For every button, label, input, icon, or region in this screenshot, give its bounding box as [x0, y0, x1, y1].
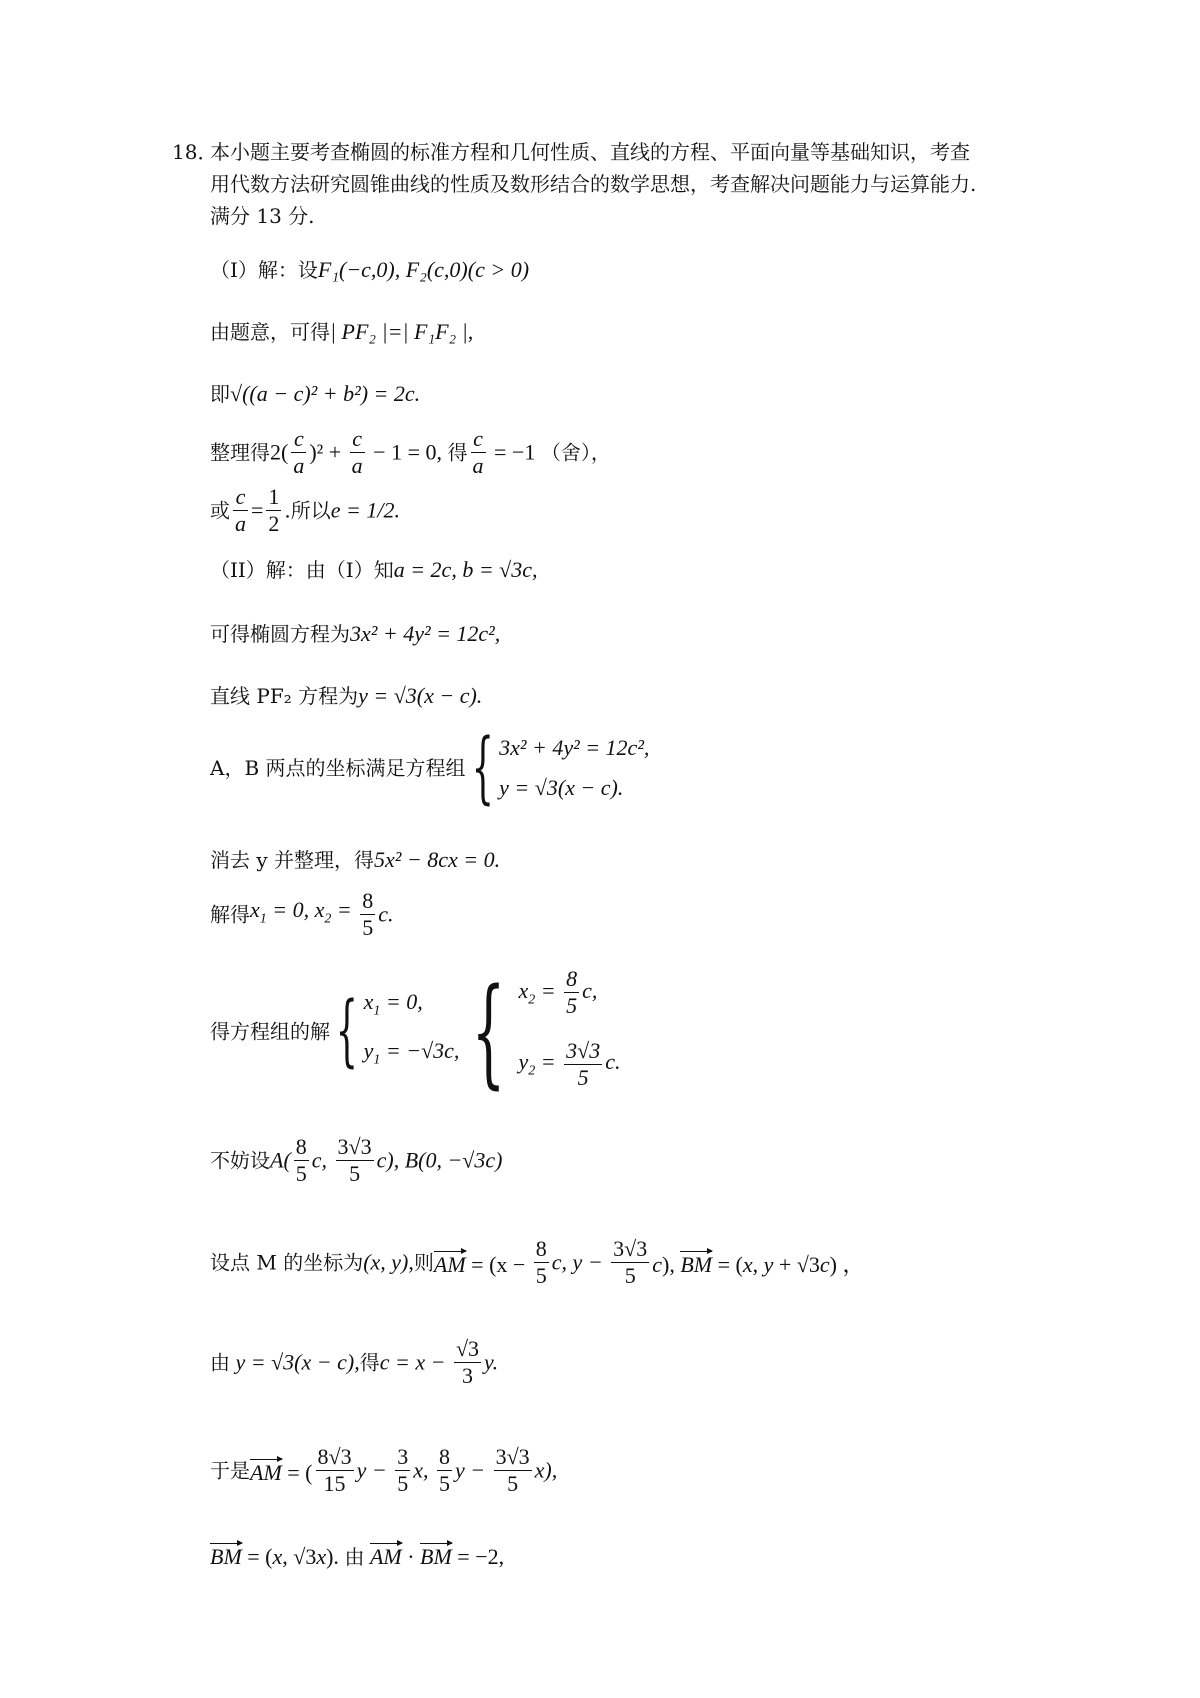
fraction-eight-fifths: $\frac{8}{5}$	[295, 1134, 307, 1186]
part1-line5-text: 或	[210, 498, 230, 523]
part1-line-3	[210, 382, 420, 406]
part1-line-4: 整理得2( $\frac{c}{a}$ )² + $\frac{c}{a}$ − 1 = 0, 得 $\frac{c}{a}$ = −1 （舍），	[210, 426, 611, 478]
part2-label: （II）解：由（I）知	[210, 558, 394, 582]
vector-bm: BM	[680, 1248, 712, 1277]
ab-relation: a = 2c, b = √3c,	[393, 557, 538, 582]
line-equation: y = √3(x − c).	[358, 683, 483, 708]
foci-expression: F₁(−c,0), F₂(c,0)(c > 0)	[317, 257, 530, 282]
point-m-then: 则	[413, 1250, 434, 1275]
fraction-c-over-a: $\frac{c}{a}$	[472, 426, 484, 478]
part2-from: 由 y = √3(x − c),得c = x − $\frac{√3}{3}$ y.	[210, 1336, 499, 1388]
fraction-c-over-a: $\frac{c}{a}$	[351, 426, 363, 478]
vector-bm: BM	[420, 1540, 452, 1569]
reject-note: （舍），	[540, 440, 611, 465]
part1-label: （I）解：设	[210, 258, 318, 282]
part2-line-3	[210, 684, 482, 708]
eliminate-text: 消去 y 并整理，得	[210, 848, 375, 872]
solution-2: $x_2$ = $\frac{8}{5}$ c, $y_2$ = $\frac{3√3}{5}$ c.	[518, 966, 621, 1090]
part2-line-1	[210, 558, 538, 582]
intro-line-2: 用代数方法研究圆锥曲线的性质及数形结合的数学思想，考查解决问题能力与运算能力.	[210, 172, 977, 196]
part2-last: BM = (x, √3x). 由 AM · BM = −2,	[210, 1540, 504, 1569]
vector-bm: BM	[210, 1540, 242, 1569]
fraction-3root3-fifths: $\frac{3√3}{5}$	[337, 1134, 372, 1186]
fraction-root3-thirds: $\frac{√3}{3}$	[455, 1336, 480, 1388]
vector-am: AM	[250, 1456, 282, 1485]
problem-number: 18．	[172, 140, 218, 164]
from-then: 得	[359, 1350, 380, 1375]
quadratic-equation: 5x² − 8cx = 0.	[374, 847, 501, 872]
part1-line-1	[210, 258, 529, 282]
system-text: A，B 两点的坐标满足方程组	[210, 756, 466, 780]
fraction-eight-fifths: $\frac{8}{5}$	[438, 1444, 450, 1496]
part2-line-2	[210, 622, 500, 646]
part1-line2-text: 由题意，可得	[210, 320, 330, 344]
fraction-8root3-fifteenths: $\frac{8√3}{15}$	[317, 1444, 352, 1496]
solution-text: 得方程组的解	[210, 1019, 330, 1044]
part2-line-eliminate	[210, 848, 500, 872]
part2-so: 于是AM = ( $\frac{8√3}{15}$ y − $\frac{3}{5}$ x, $\frac{8}{5}$ y − $\frac{3√3}{5}$ x),	[210, 1444, 558, 1496]
left-brace-icon: {	[472, 962, 506, 1101]
fraction-c-over-a: $\frac{c}{a}$	[293, 426, 305, 478]
fraction-eight-fifths: $\frac{8}{5}$	[362, 888, 374, 940]
ellipse-text: 可得椭圆方程为	[210, 622, 350, 646]
from-text: 由	[210, 1350, 230, 1375]
part1-line4-then: 得	[447, 440, 468, 465]
solution-1: $x_1 = 0$, $y_1 = -√3c$,	[363, 989, 460, 1068]
part2-solutions	[210, 960, 620, 1103]
fraction-one-half: $\frac{1}{2}$	[268, 484, 280, 536]
part1-line4-text: 整理得	[210, 440, 270, 465]
part1-line-2	[210, 320, 473, 344]
so-text: 于是	[210, 1458, 250, 1483]
part2-point-m: 设点 M 的坐标为(x, y),则AM = (x − $\frac{8}{5}$ c, y − $\frac{3√3}{5}$ c), BM = (x, y + √3c) ，	[210, 1236, 865, 1288]
point-m-text: 设点 M 的坐标为	[210, 1250, 364, 1275]
fraction-3root3-fifths: $\frac{3√3}{5}$	[613, 1236, 648, 1288]
fraction-3root3-fifths: $\frac{3√3}{5}$	[495, 1444, 530, 1496]
fraction-c-over-a: $\frac{c}{a}$	[235, 484, 246, 536]
intro-line-1: 本小题主要考查椭圆的标准方程和几何性质、直线的方程、平面向量等基础知识，考查	[210, 140, 970, 164]
part2-line-solve: 解得$x_1 = 0$, $x_2$ = $\frac{8}{5}$ c.	[210, 888, 394, 940]
solve-text: 解得	[210, 902, 250, 927]
part2-assume: 不妨设A( $\frac{8}{5}$ c, $\frac{3√3}{5}$ c), B(0, −√3c)	[210, 1134, 503, 1186]
part1-line3-text: 即	[210, 382, 230, 406]
eccentricity-result: e = 1/2.	[330, 497, 401, 523]
line-text: 直线 PF₂ 方程为	[210, 684, 359, 708]
sqrt-equation: √((a − c)² + b²) = 2c.	[230, 381, 421, 406]
assume-text: 不妨设	[210, 1148, 270, 1173]
vector-am: AM	[370, 1540, 402, 1569]
part1-line-5: 或 $\frac{c}{a}$ = $\frac{1}{2}$ .所以e = 1/2.	[210, 484, 401, 536]
left-brace-icon: {	[335, 986, 358, 1077]
last-by: 由	[344, 1545, 365, 1569]
left-brace-icon: {	[471, 723, 494, 813]
ellipse-equation: 3x² + 4y² = 12c²,	[350, 621, 501, 646]
distance-equality: | PF₂ |=| F₁F₂ |,	[330, 319, 474, 344]
equation-system: 3x² + 4y² = 12c², y = √3(x − c).	[499, 735, 650, 800]
vector-am: AM	[434, 1248, 466, 1277]
intro-line-3: 满分 13 分.	[210, 204, 315, 228]
fraction-eight-fifths: $\frac{8}{5}$	[535, 1236, 547, 1288]
part2-system	[210, 723, 650, 813]
part1-line5-mid: .所以	[284, 498, 331, 523]
fraction-three-fifths: $\frac{3}{5}$	[397, 1444, 409, 1496]
